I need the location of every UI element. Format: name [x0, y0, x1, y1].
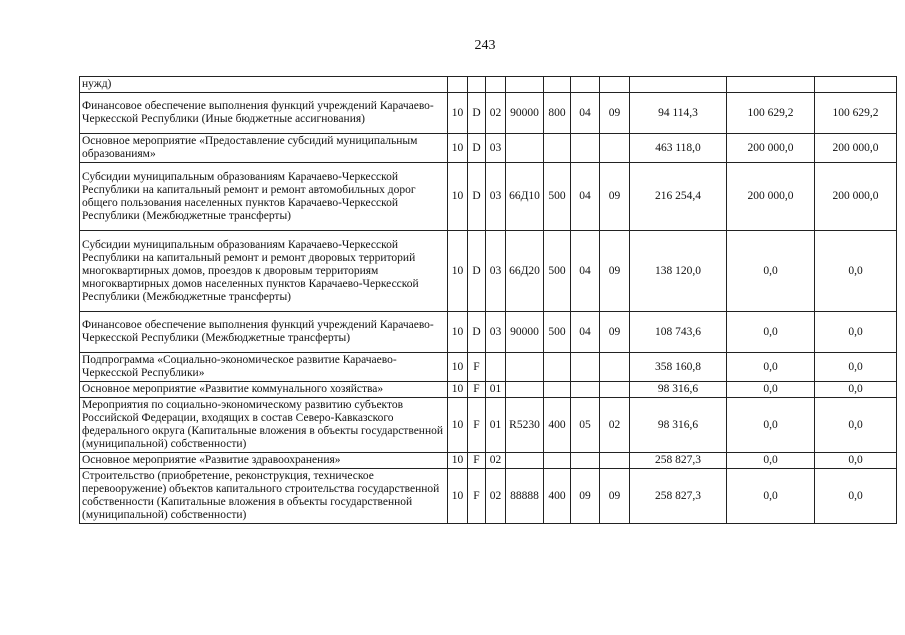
- amount-cell: 200 000,0: [815, 163, 897, 231]
- amount-cell: 0,0: [815, 382, 897, 398]
- code-cell: 01: [486, 382, 506, 398]
- amount-cell: 100 629,2: [727, 93, 815, 134]
- row-name: Финансовое обеспечение выполнения функций учреждений Карачаево-Черкесской Республики (Иные бюджетные ассигнования): [80, 93, 448, 134]
- code-cell: [544, 382, 571, 398]
- amount-cell: 200 000,0: [815, 134, 897, 163]
- code-cell: 02: [486, 453, 506, 469]
- amount-cell: 258 827,3: [630, 469, 727, 524]
- row-name: Мероприятия по социально-экономическому развитию субъектов Российской Федерации, входящих в состав Северо-Кавказского федерального округа (Капитальные вложения в объекты государственной (муниципальной) собственности): [80, 398, 448, 453]
- table-row: [80, 163, 897, 231]
- amount-cell: 0,0: [727, 353, 815, 382]
- code-cell: 88888: [506, 469, 544, 524]
- amount-cell: 94 114,3: [630, 93, 727, 134]
- code-cell: [571, 77, 600, 93]
- row-name: Основное мероприятие «Предоставление субсидий муниципальным образованиям»: [80, 134, 448, 163]
- table-row: [80, 312, 897, 353]
- row-name: Финансовое обеспечение выполнения функций учреждений Карачаево-Черкесской Республики (Межбюджетные трансферты): [80, 312, 448, 353]
- table-row: [80, 469, 897, 524]
- code-cell: [600, 382, 630, 398]
- code-cell: 09: [600, 231, 630, 312]
- amount-cell: 0,0: [815, 353, 897, 382]
- amount-cell: [727, 77, 815, 93]
- code-cell: [544, 353, 571, 382]
- code-cell: 03: [486, 163, 506, 231]
- code-cell: 10: [448, 163, 468, 231]
- code-cell: [506, 77, 544, 93]
- code-cell: 500: [544, 312, 571, 353]
- code-cell: [544, 453, 571, 469]
- page-number: 243: [474, 38, 496, 53]
- amount-cell: 98 316,6: [630, 398, 727, 453]
- code-cell: [544, 77, 571, 93]
- code-cell: 400: [544, 398, 571, 453]
- table-row: [80, 134, 897, 163]
- amount-cell: 200 000,0: [727, 134, 815, 163]
- amount-cell: 0,0: [815, 312, 897, 353]
- code-cell: 09: [571, 469, 600, 524]
- amount-cell: 216 254,4: [630, 163, 727, 231]
- amount-cell: 0,0: [727, 453, 815, 469]
- row-name: Основное мероприятие «Развитие коммунального хозяйства»: [80, 382, 448, 398]
- table-row: [80, 231, 897, 312]
- code-cell: F: [468, 353, 486, 382]
- amount-cell: 0,0: [815, 231, 897, 312]
- amount-cell: 108 743,6: [630, 312, 727, 353]
- code-cell: [600, 134, 630, 163]
- row-name: Основное мероприятие «Развитие здравоохранения»: [80, 453, 448, 469]
- amount-cell: 463 118,0: [630, 134, 727, 163]
- code-cell: 500: [544, 163, 571, 231]
- code-cell: 10: [448, 312, 468, 353]
- code-cell: [506, 353, 544, 382]
- amount-cell: 0,0: [727, 382, 815, 398]
- code-cell: [600, 77, 630, 93]
- amount-cell: [630, 77, 727, 93]
- code-cell: 66Д10: [506, 163, 544, 231]
- code-cell: [571, 382, 600, 398]
- code-cell: 09: [600, 469, 630, 524]
- table-row: [80, 453, 897, 469]
- code-cell: [506, 453, 544, 469]
- amount-cell: 0,0: [727, 231, 815, 312]
- code-cell: 10: [448, 453, 468, 469]
- amount-cell: 0,0: [727, 469, 815, 524]
- amount-cell: 98 316,6: [630, 382, 727, 398]
- code-cell: 09: [600, 312, 630, 353]
- code-cell: R5230: [506, 398, 544, 453]
- code-cell: 10: [448, 382, 468, 398]
- code-cell: D: [468, 163, 486, 231]
- code-cell: [571, 353, 600, 382]
- table-row: [80, 77, 897, 93]
- row-name: Строительство (приобретение, реконструкция, техническое перевооружение) объектов капитального строительства государственной собственности (Капитальные вложения в объекты государственной (муниципальной) собственности): [80, 469, 448, 524]
- code-cell: 03: [486, 134, 506, 163]
- code-cell: F: [468, 453, 486, 469]
- code-cell: 500: [544, 231, 571, 312]
- table-row: [80, 93, 897, 134]
- code-cell: 02: [486, 469, 506, 524]
- code-cell: 03: [486, 231, 506, 312]
- code-cell: D: [468, 134, 486, 163]
- table-row: [80, 353, 897, 382]
- code-cell: [486, 77, 506, 93]
- code-cell: 800: [544, 93, 571, 134]
- code-cell: 400: [544, 469, 571, 524]
- code-cell: 05: [571, 398, 600, 453]
- code-cell: F: [468, 469, 486, 524]
- code-cell: F: [468, 382, 486, 398]
- code-cell: 10: [448, 398, 468, 453]
- code-cell: 02: [600, 398, 630, 453]
- row-name: Субсидии муниципальным образованиям Карачаево-Черкесской Республики на капитальный ремонт и ремонт автомобильных дорог общего пользования населенных пунктов Карачаево-Черкесской Республики (Межбюджетные трансферты): [80, 163, 448, 231]
- code-cell: 10: [448, 469, 468, 524]
- table-row: [80, 398, 897, 453]
- amount-cell: 0,0: [727, 398, 815, 453]
- code-cell: 04: [571, 163, 600, 231]
- amount-cell: 0,0: [815, 453, 897, 469]
- code-cell: D: [468, 93, 486, 134]
- code-cell: 66Д20: [506, 231, 544, 312]
- amount-cell: [815, 77, 897, 93]
- amount-cell: 358 160,8: [630, 353, 727, 382]
- amount-cell: 0,0: [727, 312, 815, 353]
- code-cell: D: [468, 231, 486, 312]
- code-cell: [468, 77, 486, 93]
- amount-cell: 100 629,2: [815, 93, 897, 134]
- amount-cell: 258 827,3: [630, 453, 727, 469]
- code-cell: 04: [571, 231, 600, 312]
- code-cell: [544, 134, 571, 163]
- code-cell: F: [468, 398, 486, 453]
- amount-cell: 0,0: [815, 398, 897, 453]
- code-cell: [506, 382, 544, 398]
- code-cell: 09: [600, 93, 630, 134]
- code-cell: D: [468, 312, 486, 353]
- code-cell: [600, 353, 630, 382]
- code-cell: [506, 134, 544, 163]
- code-cell: [600, 453, 630, 469]
- code-cell: 10: [448, 353, 468, 382]
- code-cell: 04: [571, 312, 600, 353]
- code-cell: [448, 77, 468, 93]
- code-cell: 10: [448, 134, 468, 163]
- row-name: Подпрограмма «Социально-экономическое развитие Карачаево-Черкесской Республики»: [80, 353, 448, 382]
- row-name: Субсидии муниципальным образованиям Карачаево-Черкесской Республики на капитальный ремонт и ремонт дворовых территорий многоквартирных домов, проездов к дворовым территориям многоквартирных домов населенных пунктов Карачаево-Черкесской Республики (Межбюджетные трансферты): [80, 231, 448, 312]
- code-cell: 09: [600, 163, 630, 231]
- budget-table: [79, 76, 897, 524]
- code-cell: [571, 453, 600, 469]
- table-row: [80, 382, 897, 398]
- row-name: нужд): [80, 77, 448, 93]
- code-cell: 10: [448, 93, 468, 134]
- code-cell: [486, 353, 506, 382]
- code-cell: 04: [571, 93, 600, 134]
- code-cell: 90000: [506, 312, 544, 353]
- amount-cell: 138 120,0: [630, 231, 727, 312]
- code-cell: 02: [486, 93, 506, 134]
- code-cell: 03: [486, 312, 506, 353]
- code-cell: 01: [486, 398, 506, 453]
- code-cell: 10: [448, 231, 468, 312]
- amount-cell: 0,0: [815, 469, 897, 524]
- code-cell: [571, 134, 600, 163]
- amount-cell: 200 000,0: [727, 163, 815, 231]
- code-cell: 90000: [506, 93, 544, 134]
